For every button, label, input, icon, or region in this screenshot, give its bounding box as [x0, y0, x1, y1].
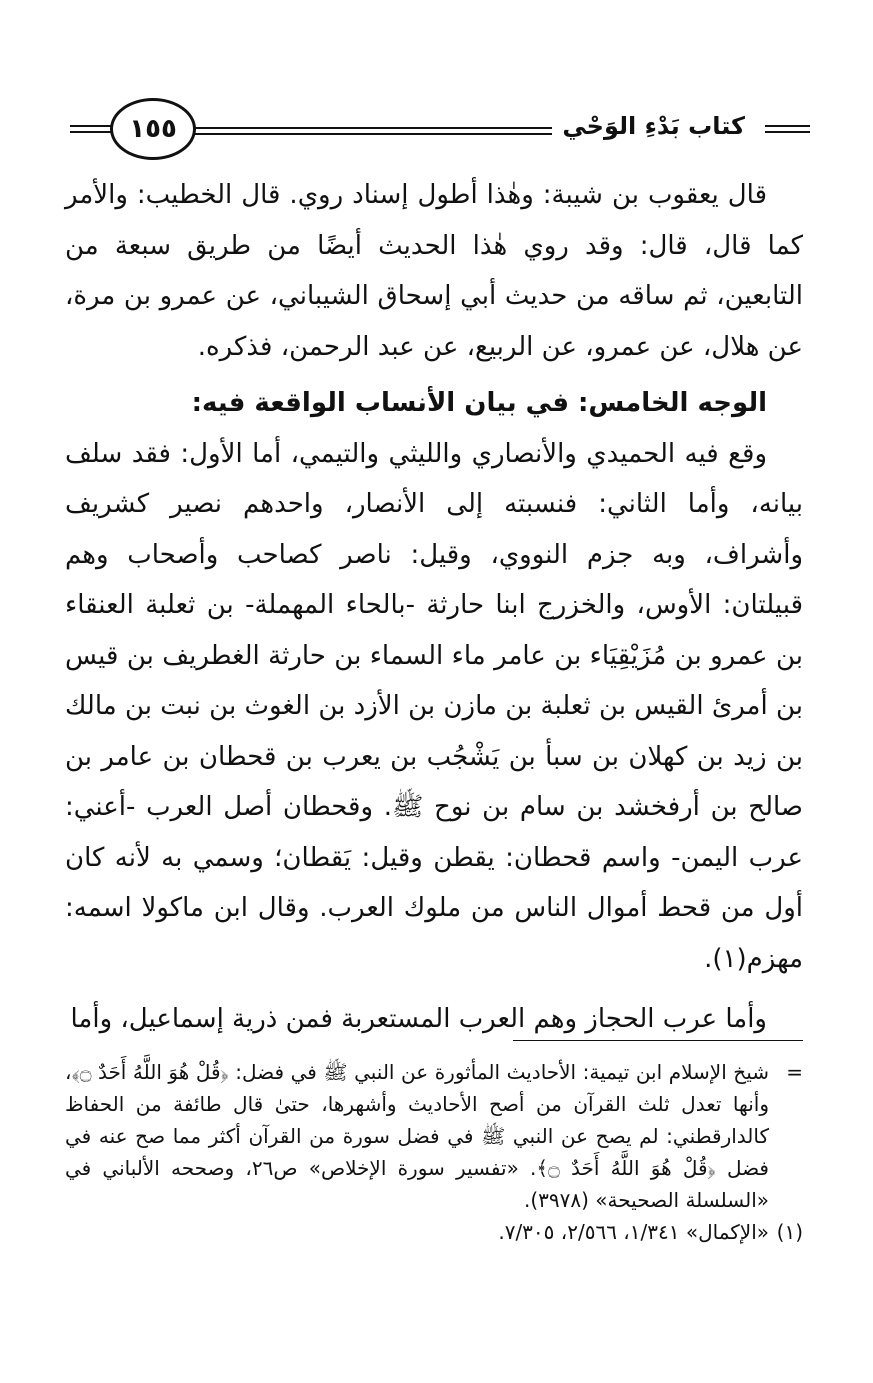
page-number-frame [110, 98, 196, 160]
footnote-1-marker: (١) [776, 1220, 803, 1244]
footnote-separator [513, 1040, 803, 1041]
footnote-continuation [65, 1056, 803, 1216]
paragraph-1: قال يعقوب بن شيبة: وهٰذا أطول إسناد روي. قال الخطيب: والأمر كما قال، قال: وقد روي هٰذا الحديث أيضًا من طريق سبعة من التابعين، ثم ساقه من حديث أبي إسحاق الشيباني، عن عمرو بن مرة، عن هلال، عن عمرو، عن الربيع، عن عبد الرحمن، فذكره. [65, 180, 803, 362]
paragraph-2: وقع فيه الحميدي والأنصاري والليثي والتيمي، أما الأول: فقد سلف بيانه، وأما الثاني: فنسبته إلى الأنصار، واحدهم نصير كشريف وأشراف، وبه جزم النووي، وقيل: ناصر كصاحب وأصحاب وهم قبيلتان: الأوس، والخزرج ابنا حارثة -بالحاء المهملة- بن ثعلبة العنقاء بن عمرو بن مُزَيْقِيَاء بن عامر ماء السماء بن حارثة الغطريف بن قيس بن أمرئ القيس بن ثعلبة بن مازن بن الأزد بن الغوث بن نبت بن مالك بن زيد بن كهلان بن سبأ بن يَشْجُب بن يعرب بن قحطان بن عامر بن صالح بن أرفخشد بن سام بن نوح ﷺ. وقحطان أصل العرب -أعني: عرب اليمن- واسم قحطان: يقطن وقيل: يَقطان؛ وسمي به لأنه كان أول من قحط أموال الناس من ملوك العرب. وقال ابن ماكولا اسمه: مهزم(١). [65, 438, 803, 974]
footnote-1 [65, 1216, 803, 1248]
main-text [65, 170, 803, 1045]
chapter-title: كتاب بَدْءِ الوَحْي [552, 112, 755, 140]
page-number: ١٥٥ [129, 114, 177, 144]
header-rule-right [765, 125, 810, 133]
footnote-continuation-marker: = [786, 1060, 803, 1084]
section-heading: الوجه الخامس: في بيان الأنساب الواقعة فيه: [191, 388, 767, 418]
footnote-continuation-text: شيخ الإسلام ابن تيمية: الأحاديث المأثورة عن النبي ﷺ في فضل: ﴿قُلْ هُوَ اللَّهُ أَحَدٌ ۝﴾، وأنها تعدل ثلث القرآن من أصح الأحاديث وأشهرها، حتىٰ قال طائفة من الحفاظ كالدارقطني: لم يصح عن النبي ﷺ في فضل سورة من القرآن أكثر مما صح عنه في فضل ﴿قُلْ هُوَ اللَّهُ أَحَدٌ ۝﴾. «تفسير سورة الإخلاص» ص٢٦، وصححه الألباني في «السلسلة الصحيحة» (٣٩٧٨). [65, 1060, 769, 1212]
page-header [70, 98, 810, 166]
paragraph-3: وأما عرب الحجاز وهم العرب المستعربة فمن ذرية إسماعيل، وأما [70, 1004, 767, 1034]
footnotes [65, 1056, 803, 1248]
header-rule-left [70, 125, 115, 133]
footnote-1-text: «الإكمال» ١/٣٤١، ٢/٥٦٦، ٧/٣٠٥. [498, 1220, 769, 1244]
